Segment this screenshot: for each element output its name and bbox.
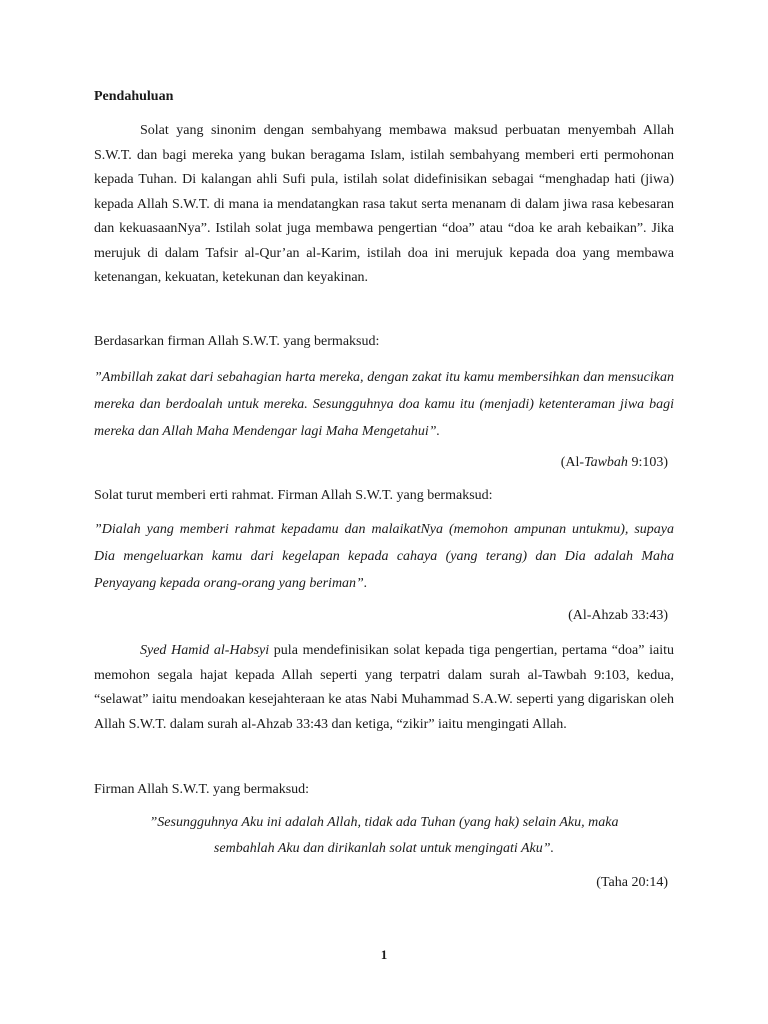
quote-taha-line-1: ”Sesungguhnya Aku ini adalah Allah, tidak ada Tuhan (yang hak) selain Aku, maka	[149, 815, 619, 830]
definition-text: pula mendefinisikan solat kepada tiga pengertian, pertama “doa” iaitu memohon segala hajat kepada Allah seperti yang terpatri dalam surah al-Tawbah 9:103, kedua, “selawat” iaitu mendoakan kesejahteraan ke atas Nabi Muhammad S.A.W. seperti yang digariskan oleh Allah S.W.T. dalam surah al-Ahzab 33:43 dan ketiga, “zikir” iaitu mengingati Allah.	[94, 643, 674, 732]
quote-tawbah: ”Ambillah zakat dari sebahagian harta mereka, dengan zakat itu kamu membersihkan dan mensucikan mereka dan berdoalah untuk mereka. Sesungguhnya doa kamu itu (menjadi) ketenteraman jiwa bagi mereka dan Allah Maha Mendengar lagi Maha Mengetahui”.	[94, 370, 674, 439]
section-heading: Pendahuluan	[94, 89, 174, 104]
document-page	[94, 0, 674, 1024]
citation-ahzab: (Al-Ahzab 33:43)	[568, 608, 668, 623]
lead-in-paragraph-1: Berdasarkan firman Allah S.W.T. yang bermaksud:	[94, 334, 380, 349]
author-name: Syed Hamid al-Habsyi	[140, 643, 270, 658]
lead-in-paragraph-3: Firman Allah S.W.T. yang bermaksud:	[94, 782, 310, 797]
intro-paragraph: Solat yang sinonim dengan sembahyang membawa maksud perbuatan menyembah Allah S.W.T. dan bagi mereka yang bukan beragama Islam, istilah sembahyang memberi erti permohonan kepada Tuhan. Di kalangan ahli Sufi pula, istilah solat didefinisikan sebagai “menghadap hati (jiwa) kepada Allah S.W.T. di mana ia mendatangkan rasa takut serta menanam di dalam jiwa rasa kebesaran dan kekuasaanNya”. Istilah solat juga membawa pengertian “doa” atau “doa ke arah kebaikan”. Jika merujuk di dalam Tafsir al-Qur’an al-Karim, istilah doa ini merujuk kepada doa yang membawa ketenangan, kekuatan, ketekunan dan keyakinan.	[94, 123, 674, 285]
citation-surah: Tawbah	[584, 455, 628, 470]
citation-prefix: (Al-	[560, 455, 585, 470]
citation-taha: (Taha 20:14)	[596, 875, 668, 890]
quote-ahzab: ”Dialah yang memberi rahmat kepadamu dan malaikatNya (memohon ampunan untukmu), supaya Dia mengeluarkan kamu dari kegelapan kepada cahaya (yang terang) dan Dia adalah Maha Penyayang kepada orang-orang yang beriman”.	[94, 522, 674, 591]
definition-paragraph	[94, 639, 674, 737]
citation-tawbah	[561, 453, 668, 473]
page-number: 1	[380, 947, 388, 962]
citation-suffix: 9:103)	[627, 455, 668, 470]
quote-taha-line-2: sembahlah Aku dan dirikanlah solat untuk mengingati Aku”.	[213, 841, 555, 856]
lead-in-paragraph-2: Solat turut memberi erti rahmat. Firman Allah S.W.T. yang bermaksud:	[94, 488, 493, 503]
quote-taha	[94, 810, 674, 862]
